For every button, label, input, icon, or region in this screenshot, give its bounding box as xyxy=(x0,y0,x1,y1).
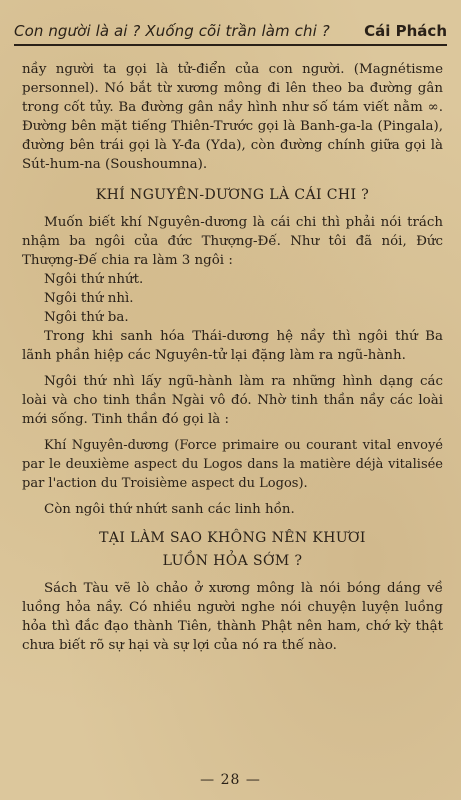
running-head xyxy=(14,8,447,46)
paragraph: Trong khi sanh hóa Thái-dương hệ nầy thì ngôi thứ Ba lãnh phần hiệp các Nguyên-tử lại đặng làm ra ngũ-hành. xyxy=(22,329,443,363)
page-number: — 28 — xyxy=(200,772,261,788)
section-heading-khuoi-luon-hoa-line2: LUỒN HỎA SỚM ? xyxy=(162,553,303,569)
section-heading-nguyen-duong: KHÍ NGUYÊN-DƯƠNG LÀ CÁI CHI ? xyxy=(95,187,370,203)
list-item-ngoi-2: Ngôi thứ nhì. xyxy=(44,291,134,306)
paragraph: Muốn biết khí Nguyên-dương là cái chi thì phải nói trách nhậm ba ngôi của đức Thượng-Đế. Như tôi đã nói, Đức Thượng-Đế chia ra làm 3 ngôi : xyxy=(22,215,443,268)
list-item-ngoi-3: Ngôi thứ ba. xyxy=(44,310,129,325)
running-head-title: Con người là ai ? Xuống cõi trần làm chi ? xyxy=(14,22,330,40)
paragraph: Sách Tàu vẽ lò chảo ở xương mông là nói bóng dáng về luồng hỏa nầy. Có nhiều người nghe nói chuyện luyện luồng hỏa thì đắc đạo thành Tiên, thành Phật nên ham, chớ kỳ thật chưa biết rõ sự hại và sự lợi của nó ra thế nào. xyxy=(22,581,443,653)
paragraph-continued: nầy người ta gọi là tử-điển của con người. (Magnétisme personnel). Nó bắt từ xương mông đi lên theo ba đường gân trong cốt tủy. Ba đường gân nầy hình như số tám viết nằm ∞. Đường bên mặt tiếng Thiên-Trước gọi là Banh-ga-la (Pingala), đường bên trái gọi là Y-đa (Yda), còn đường chính giữa gọi là Sút-hum-na (Soushoumna). xyxy=(22,62,443,172)
running-head-author: Cái Phách xyxy=(364,22,447,40)
paragraph-definition: Khí Nguyên-dương (Force primaire ou courant vital envoyé par le deuxième aspect du Logos dans la matière déjà vitalisée par l'action du Troisième aspect du Logos). xyxy=(22,438,443,491)
page-body xyxy=(22,60,443,655)
list-item-ngoi-1: Ngôi thứ nhứt. xyxy=(44,272,144,287)
paragraph: Còn ngôi thứ nhứt sanh các linh hồn. xyxy=(44,502,295,517)
paragraph: Ngôi thứ nhì lấy ngũ-hành làm ra những hình dạng các loài và cho tinh thần Ngài vô đó. Nhờ tinh thần nầy các loài mới sống. Tinh thần đó gọi là : xyxy=(22,374,443,427)
section-heading-khuoi-luon-hoa-line1: TẠI LÀM SAO KHÔNG NÊN KHƯƠI xyxy=(99,530,366,546)
